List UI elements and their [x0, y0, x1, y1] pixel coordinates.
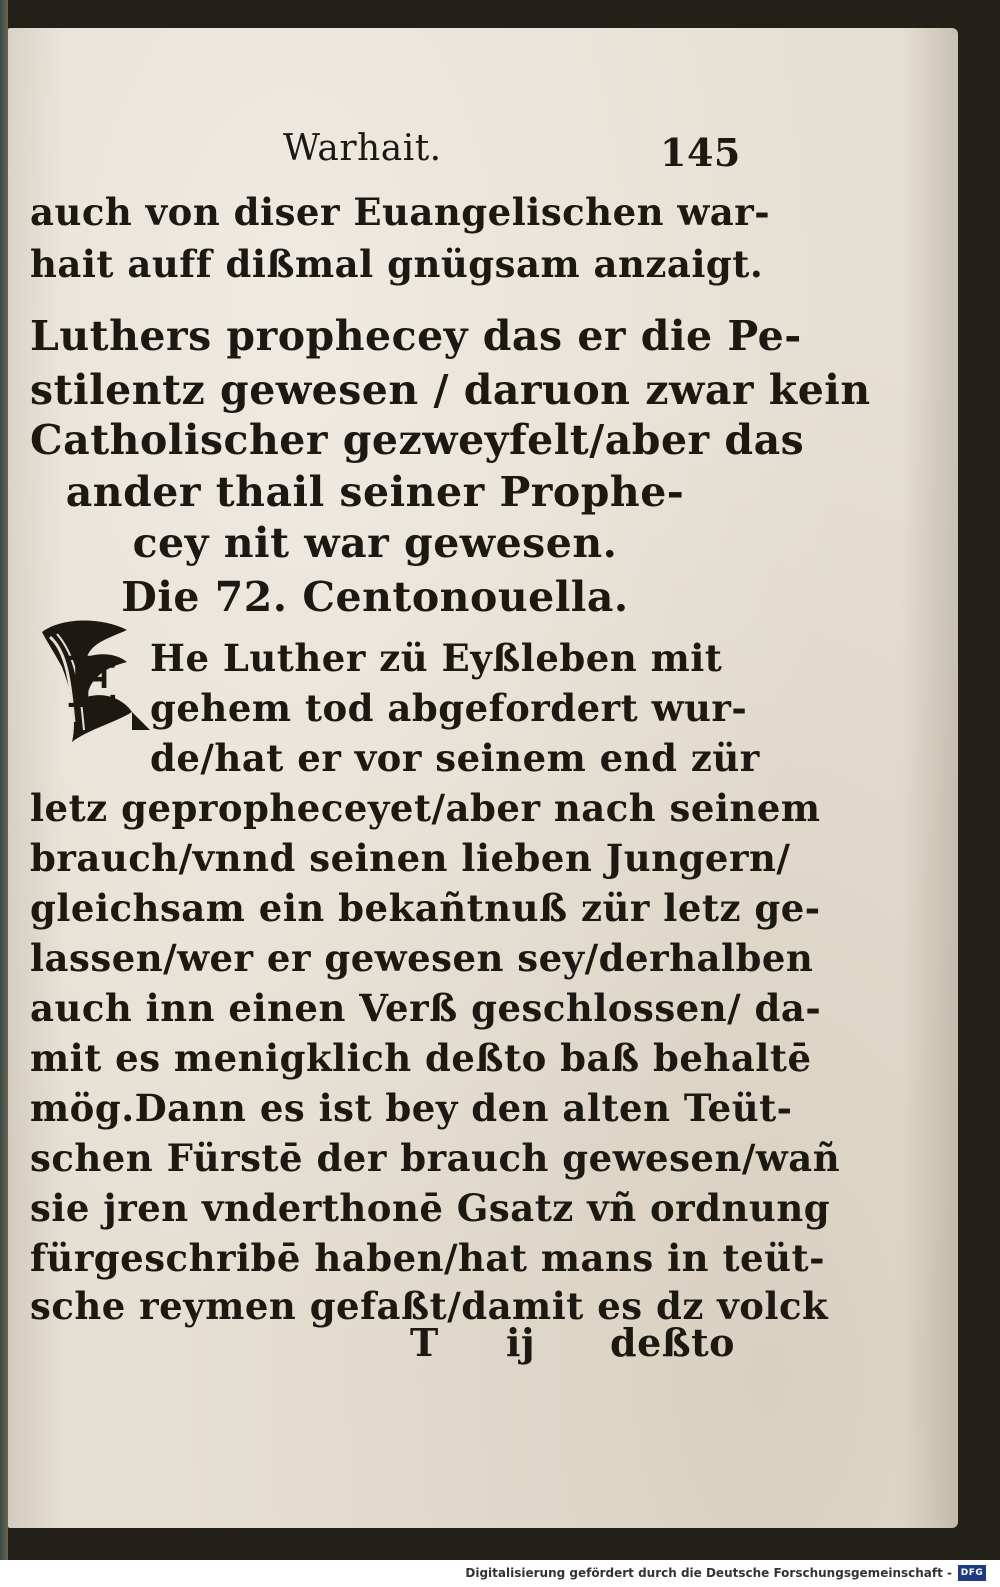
- body-line: mög.Dann es ist bey den alten Teüt-: [30, 1086, 793, 1130]
- body-line: He Luther zü Eyßleben mit: [150, 636, 723, 680]
- body-line: fürgeschribē haben/hat mans in teüt-: [30, 1236, 825, 1280]
- body-line: auch von diser Euangelischen war-: [30, 190, 771, 234]
- drop-cap-letter: E: [65, 641, 119, 724]
- dfg-logo: DFG: [958, 1565, 986, 1581]
- page-number: 145: [660, 130, 741, 175]
- digitization-footer: [0, 1560, 1000, 1587]
- section-heading-line: Luthers prophecey das er die Pe-: [30, 312, 802, 360]
- body-line: sie jren vnderthonē Gsatz vñ ordnung: [30, 1186, 831, 1230]
- running-head-title: Warhait.: [283, 128, 442, 169]
- body-line: brauch/vnnd seinen lieben Jungern/: [30, 836, 791, 880]
- body-line: lassen/wer er gewesen sey/derhalben: [30, 936, 814, 980]
- signature-mark: T: [410, 1320, 439, 1365]
- body-line: hait auff dißmal gnügsam anzaigt.: [30, 242, 764, 286]
- decorated-initial-icon: [32, 612, 152, 752]
- section-heading-line: Catholischer gezweyfelt/aber das: [30, 416, 805, 464]
- body-line: sche reymen gefaßt/damit es dz volck: [30, 1284, 829, 1328]
- chapter-label: Die 72. Centonouella.: [121, 573, 629, 621]
- body-line: mit es menigklich deßto baß behaltē: [30, 1036, 812, 1080]
- section-heading-line: cey nit war gewesen.: [132, 519, 618, 567]
- digitization-credit: Digitalisierung gefördert durch die Deutsche Forschungsgemeinschaft -: [465, 1566, 952, 1580]
- body-line: gehem tod abgefordert wur-: [150, 686, 748, 730]
- catchword: deßto: [610, 1320, 736, 1365]
- body-line: de/hat er vor seinem end zür: [150, 736, 760, 780]
- body-line: letz geprophеceyet/aber nach seinem: [30, 786, 821, 830]
- body-line: auch inn einen Verß geschlossen/ da-: [30, 986, 822, 1030]
- book-binding-edge: [0, 0, 8, 1560]
- body-line: gleichsam ein bekañtnuß zür letz ge-: [30, 886, 821, 930]
- section-heading-line: stilentz gewesen / daruon zwar kein: [30, 366, 871, 414]
- section-heading-line: ander thail seiner Prophe-: [65, 468, 685, 516]
- signature-number: ij: [506, 1320, 536, 1365]
- body-line: schen Fürstē der brauch gewesen/wañ: [30, 1136, 841, 1180]
